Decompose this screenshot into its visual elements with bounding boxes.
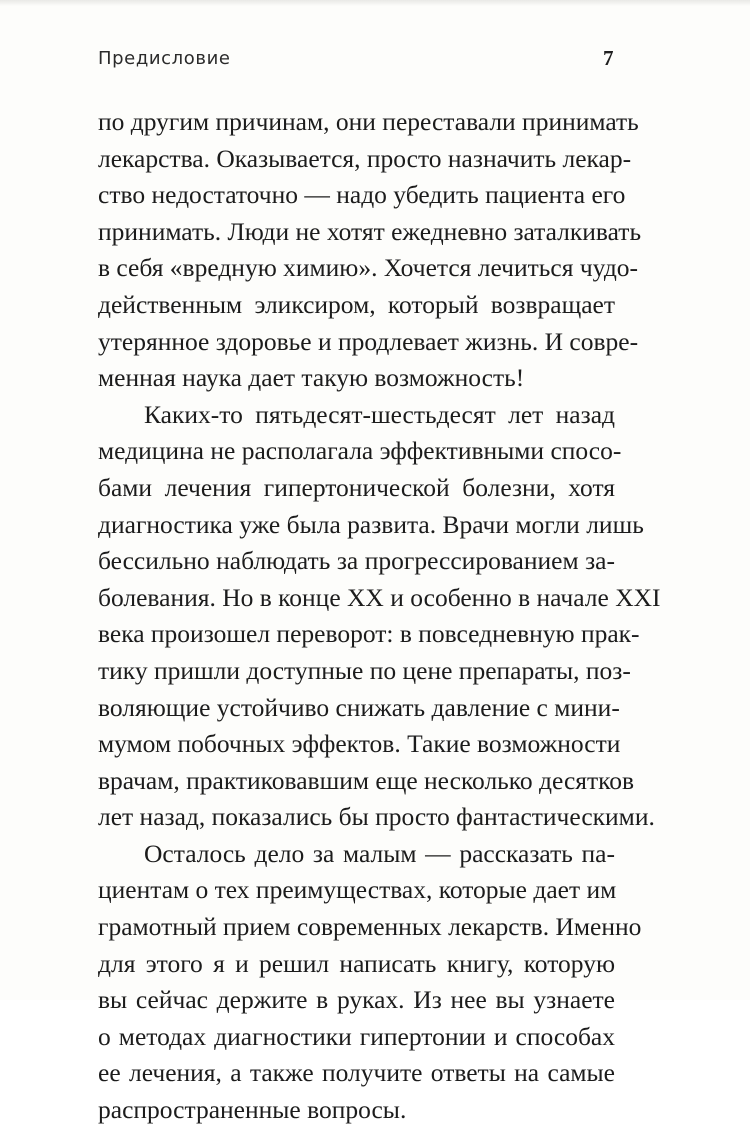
text-line: в себя «вредную химию». Хочется лечиться чудо- — [98, 253, 639, 283]
page-number: 7 — [603, 46, 614, 70]
text-line: болевания. Но в конце XX и особенно в начале XXI — [98, 582, 661, 612]
text-line: медицина не располагала эффективными спосо- — [98, 436, 622, 466]
text-line: утерянное здоровье и продлевает жизнь. И совре- — [98, 326, 639, 356]
text-line: грамотный прием современных лекарств. Именно — [98, 912, 642, 942]
paragraph-3 — [98, 836, 642, 1129]
text-line: по другим причинам, они переставали принимать — [98, 107, 639, 136]
text-line: диагностика уже была развита. Врачи могли лишь — [98, 509, 644, 539]
text-line: принимать. Люди не хотят ежедневно заталкивать — [98, 216, 642, 246]
text-line: Каких-то пятьдесят-шестьдесят лет назад — [144, 399, 615, 429]
text-line: о методах диагностики гипертонии и способах — [98, 1021, 615, 1051]
text-line: Осталось дело за малым — рассказать па- — [144, 838, 615, 868]
text-line: ее лечения, а также получите ответы на самые — [98, 1058, 615, 1088]
text-line: лет назад, показались бы просто фантастическими. — [98, 802, 655, 832]
text-line: тику пришли доступные по цене препараты, поз- — [98, 655, 631, 685]
text-line: для этого я и решил написать книгу, которую — [98, 948, 615, 978]
text-line: менная наука дает такую возможность! — [98, 363, 525, 393]
scan-edge-shadow — [0, 0, 750, 6]
text-line: ство недостаточно — надо убедить пациента его — [98, 180, 626, 210]
text-line: распространенные вопросы. — [98, 1095, 407, 1125]
text-line: лекарства. Оказывается, просто назначить лекар- — [98, 143, 632, 173]
text-line: бами лечения гипертонической болезни, хотя — [98, 472, 615, 502]
text-line: действенным эликсиром, который возвращает — [98, 289, 615, 319]
paragraph-1 — [98, 104, 642, 397]
running-head: Предисловие — [98, 48, 231, 69]
text-line: врачам, практиковавшим еще несколько десятков — [98, 765, 635, 795]
paragraph-2 — [98, 397, 661, 836]
text-line: мумом побочных эффектов. Такие возможности — [98, 729, 621, 759]
text-line: воляющие устойчиво снижать давление с мини- — [98, 692, 620, 722]
text-line: вы сейчас держите в руках. Из нее вы узнаете — [98, 985, 615, 1015]
text-line: циентам о тех преимуществах, которые дает им — [98, 875, 617, 905]
body-text — [98, 104, 661, 1129]
text-line: века произошел переворот: в повседневную прак- — [98, 619, 640, 649]
text-line: бессильно наблюдать за прогрессированием за- — [98, 546, 615, 576]
